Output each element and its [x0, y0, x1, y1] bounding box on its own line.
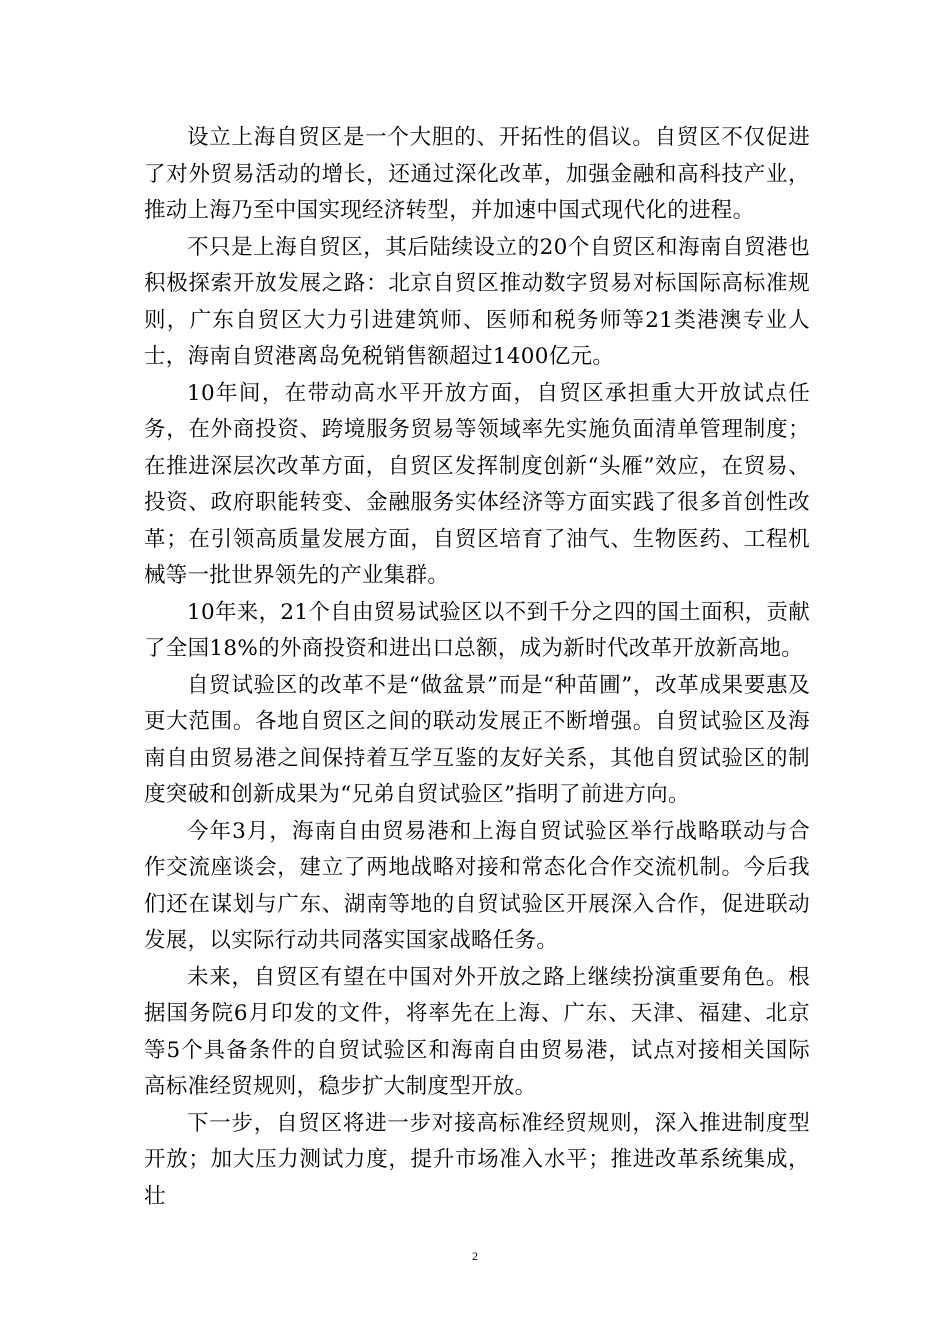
page-number: 2	[472, 1249, 478, 1263]
paragraph: 今年3月，海南自由贸易港和上海自贸试验区举行战略联动与合作交流座谈会，建立了两地战略对接和常态化合作交流机制。今后我们还在谋划与广东、湖南等地的自贸试验区开展深入合作，促进联动发展，以实际行动共同落实国家战略任务。	[144, 818, 810, 953]
paragraph: 不只是上海自贸区，其后陆续设立的20个自贸区和海南自贸港也积极探索开放发展之路：北京自贸区推动数字贸易对标国际高标准规则，广东自贸区大力引进建筑师、医师和税务师等21类港澳专业人士，海南自贸港离岛免税销售额超过1400亿元。	[144, 234, 810, 369]
document-body	[144, 120, 810, 1215]
paragraph: 下一步，自贸区将进一步对接高标准经贸规则，深入推进制度型开放；加大压力测试力度，提升市场准入水平；推进改革系统集成，壮	[144, 1110, 810, 1209]
paragraph: 10年来，21个自由贸易试验区以不到千分之四的国土面积，贡献了全国18%的外商投资和进出口总额，成为新时代改革开放新高地。	[144, 599, 810, 661]
paragraph: 自贸试验区的改革不是“做盆景”而是“种苗圃”，改革成果要惠及更大范围。各地自贸区之间的联动发展正不断增强。自贸试验区及海南自由贸易港之间保持着互学互鉴的友好关系，其他自贸试验区的制度突破和创新成果为“兄弟自贸试验区”指明了前进方向。	[144, 672, 810, 807]
paragraph: 10年间，在带动高水平开放方面，自贸区承担重大开放试点任务，在外商投资、跨境服务贸易等领域率先实施负面清单管理制度；在推进深层次改革方面，自贸区发挥制度创新“头雁”效应，在贸易、投资、政府职能转变、金融服务实体经济等方面实践了很多首创性改革；在引领高质量发展方面，自贸区培育了油气、生物医药、工程机械等一批世界领先的产业集群。	[144, 380, 810, 588]
paragraph: 设立上海自贸区是一个大胆的、开拓性的倡议。自贸区不仅促进了对外贸易活动的增长，还通过深化改革，加强金融和高科技产业，推动上海乃至中国实现经济转型，并加速中国式现代化的进程。	[144, 125, 810, 223]
paragraph: 未来，自贸区有望在中国对外开放之路上继续扮演重要角色。根据国务院6月印发的文件，将率先在上海、广东、天津、福建、北京等5个具备条件的自贸试验区和海南自由贸易港，试点对接相关国际高标准经贸规则，稳步扩大制度型开放。	[144, 964, 810, 1099]
